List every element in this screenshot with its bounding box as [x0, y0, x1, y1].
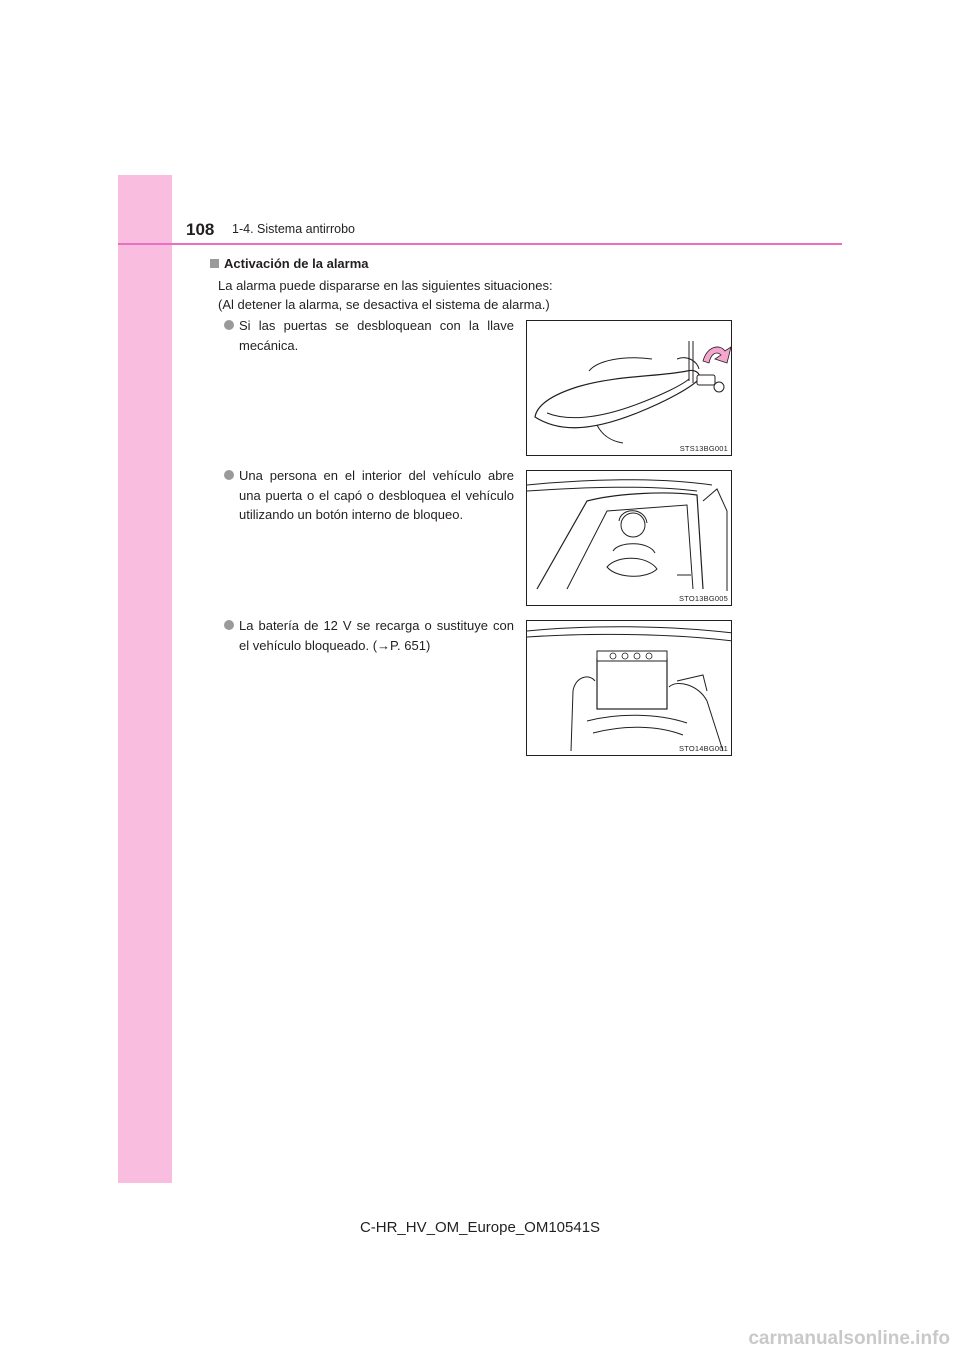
figure-code: STO13BG005	[679, 594, 728, 603]
person-inside-vehicle-illustration	[527, 471, 732, 606]
figure-code: STO14BG001	[679, 744, 728, 753]
circle-bullet-icon	[224, 470, 234, 480]
intro-line-2: (Al detener la alarma, se desactiva el sistema de alarma.)	[218, 297, 550, 312]
list-item-text: La batería de 12 V se recarga o sustituye con el vehículo bloqueado. (→P. 651)	[239, 618, 514, 653]
list-item	[224, 616, 514, 655]
section-intro	[218, 276, 758, 314]
watermark: carmanualsonline.info	[748, 1328, 950, 1349]
figure-code: STS13BG001	[679, 444, 728, 453]
circle-bullet-icon	[224, 320, 234, 330]
square-bullet-icon	[210, 259, 219, 268]
section-heading	[210, 256, 369, 271]
list-item-text: Si las puertas se desbloquean con la llave mecánica.	[239, 318, 514, 353]
intro-line-1: La alarma puede dispararse en las siguientes situaciones:	[218, 278, 553, 293]
circle-bullet-icon	[224, 620, 234, 630]
battery-replacement-illustration	[527, 621, 732, 756]
chapter-title: 1-4. Sistema antirrobo	[232, 222, 355, 236]
figure-battery-replacement	[526, 620, 732, 756]
document-id: C-HR_HV_OM_Europe_OM10541S	[359, 1219, 601, 1236]
list-item	[224, 316, 514, 355]
figure-person-inside-vehicle	[526, 470, 732, 606]
list-item	[224, 466, 514, 525]
page-number: 108	[186, 220, 215, 239]
section-heading-text: Activación de la alarma	[224, 256, 369, 271]
figure-door-handle-key	[526, 320, 732, 456]
door-handle-key-illustration	[527, 321, 732, 456]
header-rule	[118, 243, 842, 245]
list-item-text: Una persona en el interior del vehículo abre una puerta o el capó o desbloquea el vehículo utilizando un botón interno de bloqueo.	[239, 468, 514, 522]
chapter-side-band	[118, 175, 172, 1183]
